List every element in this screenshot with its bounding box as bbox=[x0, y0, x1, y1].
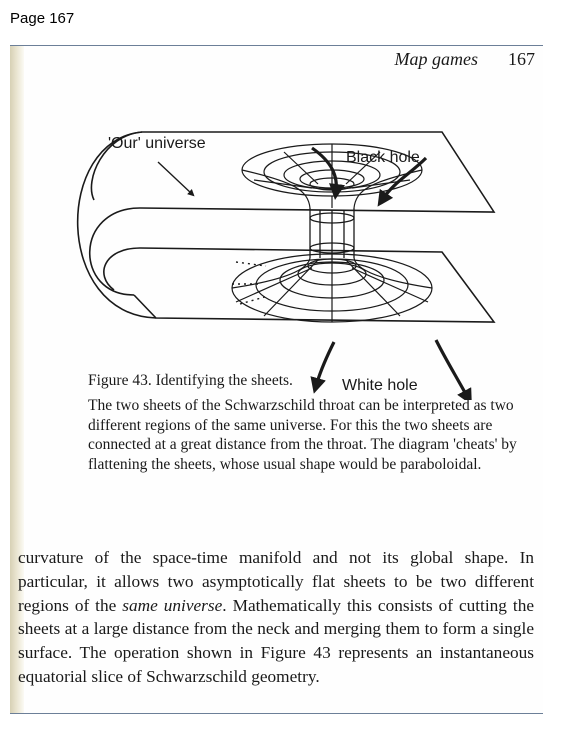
body-text-part-2: . Mathematically this consists of cutting the sheets at a large distance from the neck and merging them to form a single surface. The operation shown in Figure 43 represents an instantaneous equatorial slice of Schwarzschild geometry. bbox=[18, 595, 535, 686]
lower-sheet-outline bbox=[104, 248, 494, 322]
page-label: Page 167 bbox=[10, 10, 75, 27]
figure-caption-text: The two sheets of the Schwarzschild throat can be interpreted as two different regions of the same universe. For this the two sheets are connected at a great distance from the throat. The diagram 'cheats' by flattening the sheets, whose usual shape would be paraboloidal. bbox=[88, 397, 517, 473]
figure-caption-title: Figure 43. Identifying the sheets. bbox=[88, 372, 293, 389]
body-paragraph bbox=[18, 546, 534, 689]
running-head-page-number: 167 bbox=[508, 49, 535, 69]
white-hole-arrow-right bbox=[436, 340, 468, 398]
label-black-hole: Black hole bbox=[346, 149, 420, 166]
body-text-emphasis: same universe bbox=[122, 595, 223, 615]
running-head-title: Map games bbox=[394, 49, 478, 69]
running-head bbox=[395, 49, 536, 70]
white-hole-funnel bbox=[232, 254, 432, 322]
white-hole-arrow-left bbox=[316, 342, 334, 386]
upper-sheet-outline bbox=[90, 132, 494, 295]
wormhole-diagram bbox=[64, 90, 534, 400]
scanned-book-page bbox=[10, 45, 543, 714]
our-universe-arrow bbox=[158, 162, 192, 194]
label-white-hole: White hole bbox=[342, 377, 418, 394]
label-our-universe: 'Our' universe bbox=[108, 135, 206, 152]
body-text-part-1: curvature of the space-time manifold and not its global shape. In particular, it allows two asymptotically flat sheets to be two different regions of the bbox=[18, 548, 534, 615]
outer-loop bbox=[78, 132, 156, 318]
